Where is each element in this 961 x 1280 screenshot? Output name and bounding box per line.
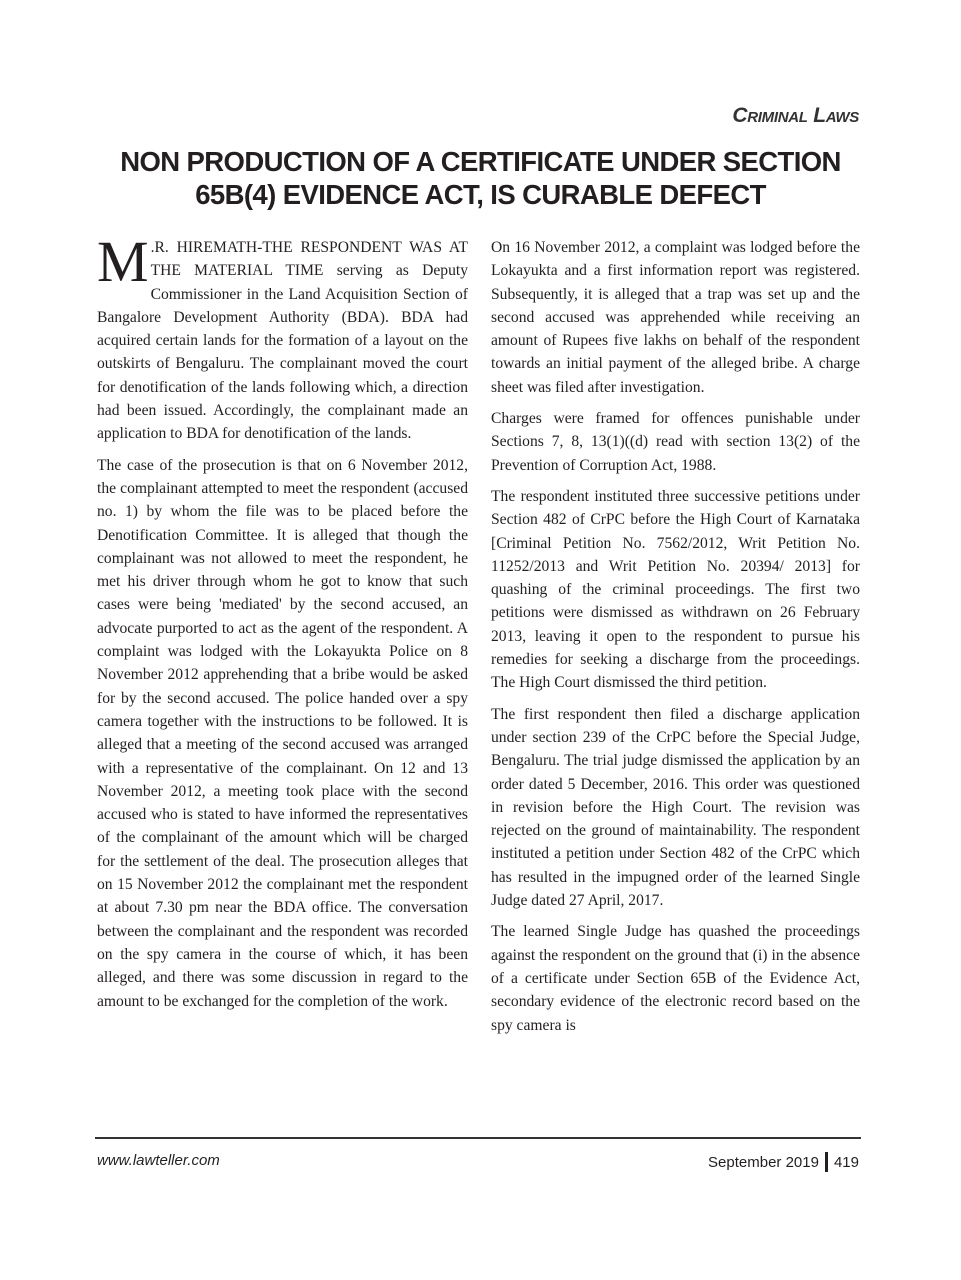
paragraph: The case of the prosecution is that on 6 November 2012, the complainant attempted to meet the respondent (accused no. 1) by whom the file was to be placed before the Denotification Committee. It is alleged that though the complainant was not allowed to meet the respondent, he met his driver through whom he got to know that such cases were being 'mediated' by the second accused, an advocate purported to act as the agent of the respondent. A complaint was lodged with the Lokayukta Police on 8 November 2012 apprehending that a bribe would be asked for by the second accused. The police handed over a spy camera together with the instructions to be followed. It is alleged that a meeting of the second accused was arranged with a representative of the complainant. On 12 and 13 November 2012, a meeting took place with the second accused who is stated to have informed the representatives of the complainant of the amount which will be charged for the settlement of the deal. The prosecution alleges that on 15 November 2012 the complainant met the respondent at about 7.30 pm near the BDA office. The conversation between the complainant and the respondent was recorded on the spy camera in the course of which, it has been alleged, and there was some discussion in regard to the amount to be exchanged for the completion of the work. bbox=[97, 456, 468, 1010]
paragraph-text: .R. HIREMATH-THE RESPONDENT WAS AT THE MATERIAL TIME serving as Deputy Commissioner in the Land Acquisition Section of Bangalore Development Authority (BDA). BDA had acquired certain lands for the formation of a layout on the outskirts of Bengaluru. The complainant moved the court for denotification of the lands following which, a direction had been issued. Accordingly, the complainant made an application to BDA for denotification of the lands. bbox=[97, 239, 468, 443]
drop-cap: M bbox=[97, 229, 149, 294]
footer-page-info bbox=[708, 1152, 859, 1172]
paragraph: The respondent instituted three successive petitions under Section 482 of CrPC before the High Court of Karnataka [Criminal Petition No. 7562/2012, Writ Petition No. 11252/2013 and Writ Petition No. 20394/ 2013] for quashing of the criminal proceedings. The first two petitions were dismissed as withdrawn on 26 February 2013, leaving it open to the respondent to pursue his remedies for seeking a discharge from the proceedings. The High Court dismissed the third petition. bbox=[491, 487, 860, 692]
paragraph: Charges were framed for offences punishable under Sections 7, 8, 13(1)((d) read with section 13(2) of the Prevention of Corruption Act, 1988. bbox=[491, 410, 860, 474]
right-column bbox=[491, 236, 860, 1045]
page-number: 419 bbox=[833, 1153, 859, 1171]
paragraph: On 16 November 2012, a complaint was lodged before the Lokayukta and a first information report was registered. Subsequently, it is alleged that a trap was set up and the second accused was apprehended while receiving an amount of Rupees five lakhs on behalf of the respondent towards an initial payment of the alleged bribe. A charge sheet was filed after investigation. bbox=[491, 239, 860, 396]
paragraph: The first respondent then filed a discharge application under section 239 of the CrPC before the Special Judge, Bengaluru. The trial judge dismissed the application by an order dated 5 December, 2016. This order was questioned in revision before the High Court. The revision was rejected on the ground of maintainability. The respondent instituted a petition under Section 482 of the CrPC which has resulted in the impugned order of the learned Single Judge dated 27 April, 2017. bbox=[491, 705, 860, 910]
separator-bar bbox=[825, 1152, 828, 1172]
paragraph: The learned Single Judge has quashed the proceedings against the respondent on the ground that (i) in the absence of a certificate under Section 65B of the Evidence Act, secondary evidence of the electronic record based on the spy camera is bbox=[491, 923, 860, 1034]
left-column bbox=[97, 229, 468, 1021]
title-line-1: NON PRODUCTION OF A CERTIFICATE UNDER SECTION bbox=[120, 146, 841, 177]
article-title bbox=[60, 145, 901, 211]
footer-divider bbox=[95, 1137, 861, 1139]
section-label: Criminal Laws bbox=[732, 104, 859, 127]
footer-website: www.lawteller.com bbox=[97, 1152, 220, 1169]
paragraph bbox=[97, 229, 468, 446]
title-line-2: 65B(4) EVIDENCE ACT, IS CURABLE DEFECT bbox=[195, 179, 766, 210]
issue-date: September 2019 bbox=[708, 1153, 819, 1171]
